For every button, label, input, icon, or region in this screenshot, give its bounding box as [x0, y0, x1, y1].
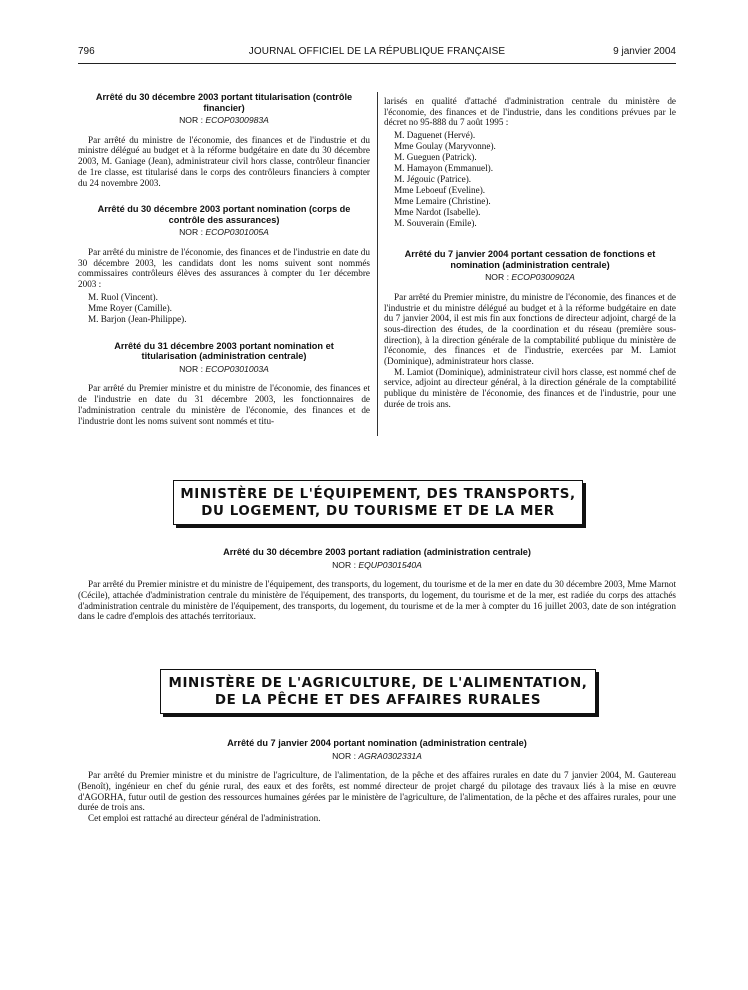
decree-nomination-agriculture — [78, 738, 676, 824]
nor-line — [78, 227, 370, 238]
decree-radiation — [78, 547, 676, 622]
nor-code: ECOP0300902A — [511, 272, 575, 283]
nor-label: NOR : — [179, 227, 203, 238]
decree-body-continued: larisés en qualité d'attaché d'administration centrale du ministère de l'économie, des finances et de l'industrie, dans les conditions prévues par le décret no 95-888 du 7 août 1995 : — [384, 96, 676, 128]
page-header — [78, 44, 676, 60]
list-item: M. Gueguen (Patrick). — [394, 152, 477, 163]
nor-code: ECOP0301005A — [205, 227, 269, 238]
nor-line — [78, 115, 370, 126]
list-item: Mme Goulay (Maryvonne). — [394, 141, 496, 152]
decree-nomination-titularisation — [78, 341, 370, 427]
decree-cessation-fonctions — [384, 249, 676, 409]
decree-nomination-assurances — [78, 204, 370, 324]
decree-title: Arrêté du 30 décembre 2003 portant titularisation (contrôle financier) — [95, 92, 353, 113]
list-item: M. Souverain (Emile). — [394, 218, 477, 229]
journal-title: JOURNAL OFFICIEL DE LA RÉPUBLIQUE FRANÇAISE — [248, 46, 506, 57]
decree-body: Cet emploi est rattaché au directeur général de l'administration. — [88, 813, 321, 824]
decree-body: Par arrêté du Premier ministre et du ministre de l'équipement, des transports, du logement, du tourisme et de la mer en date du 30 décembre 2003, Mme Marnot (Cécile), attachée d'administration centrale du ministère de l'équipement, des transports, du logement, du tourisme et de la mer, est radiée du corps des attachés d'administration centrale du ministère de l'équipement, des transports, du logement, du tourisme et de la mer à compter du 16 juillet 2003, date de son intégration dans le cadre d'emplois des attachés territoriaux. — [78, 579, 676, 622]
decree-body: M. Lamiot (Dominique), administrateur civil hors classe, est nommé chef de service, adjoint au directeur général, à la direction générale de la comptabilité publique du ministère de l'économie, des finances et de l'industrie, pour une durée de trois ans. — [384, 366, 676, 409]
nor-label: NOR : — [332, 750, 356, 761]
left-column — [78, 92, 370, 426]
decree-title: Arrêté du 30 décembre 2003 portant radiation (administration centrale) — [223, 547, 531, 557]
nor-line — [384, 272, 676, 283]
nor-line — [78, 751, 676, 762]
list-item: M. Barjon (Jean-Philippe). — [88, 313, 187, 324]
column-divider — [377, 92, 378, 436]
list-item: Mme Royer (Camille). — [88, 302, 172, 313]
ministry-heading-agriculture — [160, 669, 596, 714]
ministry-line: MINISTÈRE DE L'ÉQUIPEMENT, DES TRANSPORTS, — [180, 487, 576, 502]
list-item: M. Daguenet (Hervé). — [394, 130, 476, 141]
header-rule — [78, 63, 676, 64]
ministry-line: DU LOGEMENT, DU TOURISME ET DE LA MER — [201, 504, 555, 519]
nor-label: NOR : — [179, 115, 203, 125]
issue-date: 9 janvier 2004 — [613, 46, 676, 57]
decree-body: Par arrêté du ministre de l'économie, des finances et de l'industrie et du ministre délégué au budget et à la réforme budgétaire en date du 30 décembre 2003, M. Ganiage (Jean), administrateur civil hors classe, contrôleur financier de 1re classe, est titularisé dans le corps des contrôleurs financiers à compter du 24 novembre 2003. — [78, 134, 370, 188]
right-column — [384, 96, 676, 410]
list-item: M. Hamayon (Emmanuel). — [394, 163, 493, 174]
ministry-line: DE LA PÊCHE ET DES AFFAIRES RURALES — [214, 693, 542, 708]
decree-title: Arrêté du 31 décembre 2003 portant nomination et titularisation (administration centrale) — [114, 340, 334, 362]
ministry-heading-equipement — [173, 480, 583, 525]
decree-title: Arrêté du 7 janvier 2004 portant cessation de fonctions et nomination (administration centrale) — [404, 249, 656, 270]
nor-label: NOR : — [179, 363, 203, 374]
list-item: Mme Lemaire (Christine). — [394, 196, 491, 207]
names-list — [88, 292, 370, 325]
nor-code: ECOP0300983A — [205, 115, 269, 125]
ministry-line: MINISTÈRE DE L'AGRICULTURE, DE L'ALIMENTATION, — [168, 676, 588, 691]
names-list — [394, 130, 676, 229]
decree-body: Par arrêté du ministre de l'économie, des finances et de l'industrie en date du 30 décembre 2003, les candidats dont les noms suivent sont nommés commissaires contrôleurs élèves des assurances à compter du 1er décembre 2003 : — [78, 246, 370, 290]
nor-code: ECOP0301003A — [205, 363, 269, 374]
nor-label: NOR : — [485, 272, 509, 283]
list-item: Mme Leboeuf (Eveline). — [394, 185, 486, 196]
decree-title: Arrêté du 30 décembre 2003 portant nomination (corps de contrôle des assurances) — [97, 204, 351, 225]
decree-body: Par arrêté du Premier ministre, du ministre de l'économie, des finances et de l'industrie et du ministre délégué au budget et à la réforme budgétaire en date du 7 janvier 2004, il est mis fin aux fonctions de directeur adjoint, chargé de la sous-direction des études, de la coordination et du réseau (première sous-direction), à la direction générale de la comptabilité publique du ministère de l'économie, des finances et de l'industrie, exercées par M. Lamiot (Dominique), administrateur hors classe. — [384, 291, 676, 367]
nor-line — [78, 560, 676, 571]
decree-titularisation — [78, 92, 370, 188]
nor-code: EQUP0301540A — [358, 559, 422, 570]
list-item: M. Ruol (Vincent). — [88, 291, 158, 302]
list-item: M. Jégouic (Patrice). — [394, 174, 472, 185]
decree-body: Par arrêté du Premier ministre et du ministre de l'agriculture, de l'alimentation, de la pêche et des affaires rurales en date du 7 janvier 2004, M. Gautereau (Benoît), ingénieur en chef du génie rural, des eaux et des forêts, est nommé directeur de projet chargé du pilotage des travaux liés à la mise en œuvre d'AGORHA, futur outil de gestion des ressources humaines gérées par le ministère de l'agriculture, de l'alimentation, de la pêche et des affaires rurales, pour une durée de trois ans. — [78, 770, 676, 813]
nor-line — [78, 364, 370, 375]
decree-body: Par arrêté du Premier ministre et du ministre de l'économie, des finances et de l'industrie en date du 31 décembre 2003, les fonctionnaires de l'administration centrale du ministère de l'économie, des finances et de l'industrie dont les noms suivent sont nommés et titu- — [78, 383, 370, 426]
list-item: Mme Nardot (Isabelle). — [394, 207, 481, 218]
nor-label: NOR : — [332, 559, 356, 570]
page-number: 796 — [78, 46, 95, 57]
nor-code: AGRA0302331A — [358, 750, 422, 761]
decree-title: Arrêté du 7 janvier 2004 portant nomination (administration centrale) — [227, 738, 527, 748]
